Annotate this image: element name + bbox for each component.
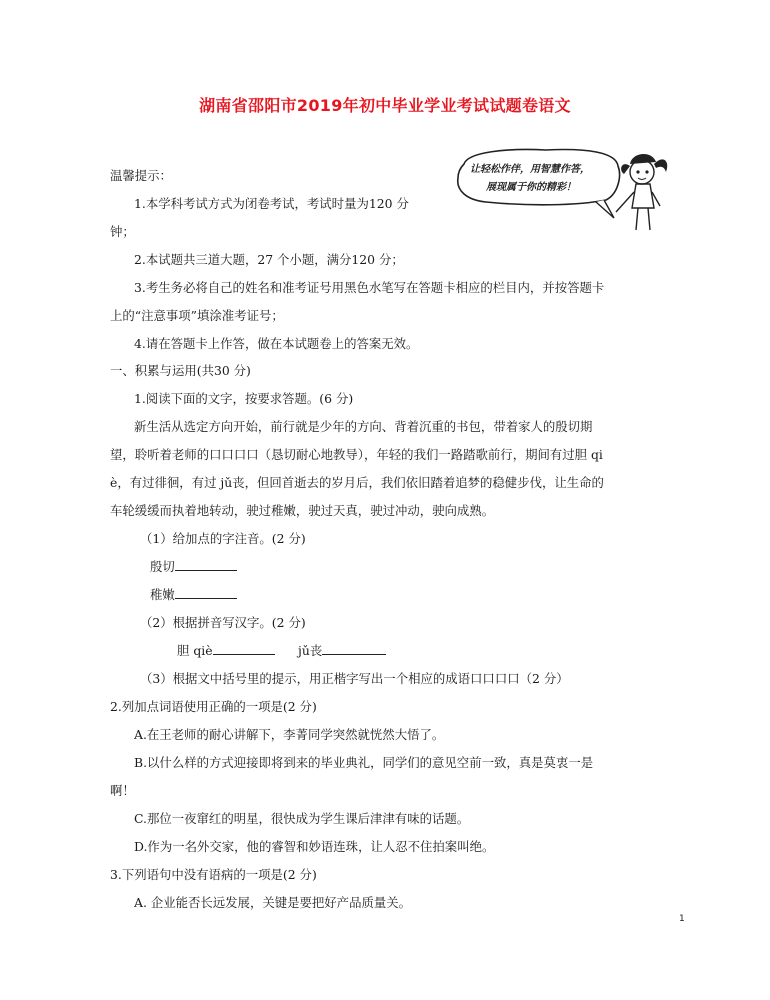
passage-line: 车轮缓缓而执着地转动，驶过稚嫩，驶过天真，驶过冲动，驶向成熟。 [110,503,495,518]
answer-item [298,642,386,660]
answer-item [150,586,237,604]
option-c: C.那位一夜窜红的明星，很快成为学生课后津津有味的话题。 [134,811,470,826]
speech-bubble-tail [596,200,614,218]
girl-icon [616,154,667,230]
tip-3: 3.考生务必将自己的姓名和准考证号用黑色水笔写在答题卡相应的栏目内，并按答题卡 [134,280,605,295]
option-a: A.在王老师的耐心讲解下，李菁同学突然就恍然大悟了。 [134,727,445,742]
tip-1: 1.本学科考试方式为闭卷考试，考试时量为120 分 [134,196,409,211]
passage-line: 望，聆听着老师的口口口口（恳切耐心地教导），年轻的我们一路踏歌前行，期间有过胆 qi [110,447,603,462]
sub-question-3: （3）根据文中括号里的提示，用正楷字写出一个相应的成语口口口口（2 分） [140,671,569,686]
tip-4: 4.请在答题卡上作答，做在本试题卷上的答案无效。 [134,336,419,351]
page-number: 1 [679,914,685,924]
bubble-line-2: 展现属于你的精彩！ [486,182,576,193]
question-1: 1.阅读下面的文字，按要求答题。(6 分) [134,391,354,406]
option-b: B.以什么样的方式迎接即将到来的毕业典礼，同学们的意见空前一致，真是莫衷一是 [134,755,594,770]
bubble-line-1: 让轻松作伴，用智慧作答， [470,164,590,175]
option-a: A. 企业能否长远发展，关键是要把好产品质量关。 [134,895,412,910]
page-title: 湖南省邵阳市2019年初中毕业学业考试试题卷语文 [199,96,571,115]
answer-blank[interactable] [175,558,237,571]
answer-blank[interactable] [213,642,275,655]
sub-question-2: （2）根据拼音写汉字。(2 分) [140,615,306,630]
tip-3-cont: 上的“注意事项”填涂准考证号； [110,308,284,323]
cartoon-girl-illustration [446,142,672,238]
answer-label: 胆 qiè [177,643,213,658]
section-heading: 一、积累与运用(共30 分) [110,363,251,378]
answer-label: 稚嫩 [150,587,175,602]
option-d: D.作为一名外交家，他的睿智和妙语连珠，让人忍不住拍案叫绝。 [134,839,495,854]
question-3: 3.下列语句中没有语病的一项是(2 分) [110,867,317,882]
answer-item [177,642,275,660]
question-2: 2.列加点词语使用正确的一项是(2 分) [110,699,317,714]
tip-1-cont: 钟； [110,224,135,239]
answer-blank[interactable] [322,642,386,655]
passage-line: è，有过徘徊，有过 jǔ丧，但回首逝去的岁月后，我们依旧踏着追梦的稳健步伐，让生命的 [110,475,604,490]
answer-label: jǔ丧 [298,643,323,658]
answer-label: 殷切 [150,559,175,574]
passage-line: 新生活从选定方向开始，前行就是少年的方向、背着沉重的书包，带着家人的殷切期 [134,419,593,434]
tip-2: 2.本试题共三道大题，27 个小题，满分120 分； [134,252,404,267]
option-b-cont: 啊！ [110,783,135,798]
tips-heading: 温馨提示： [110,168,172,183]
sub-question-1: （1）给加点的字注音。(2 分) [140,531,306,546]
answer-blank[interactable] [175,586,237,599]
answer-item [150,558,237,576]
speech-bubble [458,150,620,205]
